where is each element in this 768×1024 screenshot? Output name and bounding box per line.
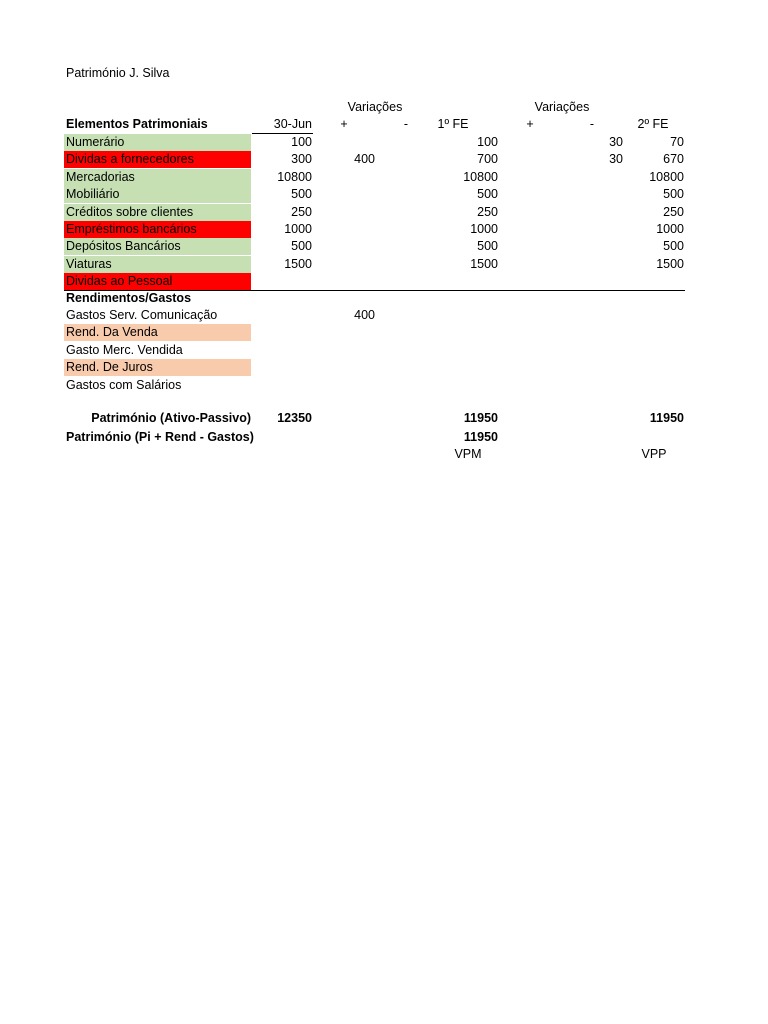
row-fe1-value: 250 bbox=[477, 205, 498, 219]
rendimento-label: Gastos Serv. Comunicação bbox=[66, 308, 218, 322]
vpp-label: VPP bbox=[641, 447, 667, 461]
row-plus1-value bbox=[330, 221, 375, 238]
row-label: Numerário bbox=[64, 134, 251, 151]
row-plus1-value: 400 bbox=[354, 152, 375, 166]
patrimonio-ativo-passivo-label: Património (Ativo-Passivo) bbox=[91, 411, 251, 425]
row-plus1-value bbox=[330, 134, 375, 151]
row-fe1-value: 500 bbox=[477, 187, 498, 201]
row-label: Depósitos Bancários bbox=[64, 238, 251, 255]
row-label: Mercadorias bbox=[64, 169, 251, 186]
row-fe2-value: 10800 bbox=[649, 170, 684, 184]
row-minus2-value bbox=[572, 204, 623, 221]
row-minus2-value: 30 bbox=[609, 135, 623, 149]
row-fe1-value: 100 bbox=[477, 135, 498, 149]
row-jun-value: 500 bbox=[291, 239, 312, 253]
row-plus1-value bbox=[330, 256, 375, 273]
row-fe1-value: 10800 bbox=[463, 170, 498, 184]
row-jun-value: 10800 bbox=[277, 170, 312, 184]
rendimento-plus1-value bbox=[330, 324, 375, 341]
row-jun-value bbox=[252, 273, 312, 290]
plus-header-1: + bbox=[340, 117, 348, 131]
fe2-header: 2º FE bbox=[637, 117, 669, 131]
jun-header: 30-Jun bbox=[273, 117, 312, 131]
row-jun-value: 250 bbox=[291, 205, 312, 219]
rendimento-label: Gasto Merc. Vendida bbox=[66, 343, 183, 357]
row-fe1-value bbox=[438, 273, 498, 290]
variacoes-header-2: Variações bbox=[534, 100, 590, 114]
row-fe1-value: 1500 bbox=[470, 257, 498, 271]
row-fe2-value: 500 bbox=[663, 239, 684, 253]
patrimonio-pi-rend-label: Património (Pi + Rend - Gastos) bbox=[66, 430, 254, 444]
row-label: Empréstimos bancários bbox=[64, 221, 251, 238]
row-jun-value: 1000 bbox=[284, 222, 312, 236]
patrimonio-pi-rend-fe1: 11950 bbox=[463, 430, 498, 444]
variacoes-header-1: Variações bbox=[347, 100, 403, 114]
row-fe2-value: 670 bbox=[663, 152, 684, 166]
rendimento-label: Rend. Da Venda bbox=[64, 324, 251, 341]
row-label: Viaturas bbox=[64, 256, 251, 273]
row-plus1-value bbox=[330, 273, 375, 290]
plus-header-2: + bbox=[526, 117, 534, 131]
row-jun-value: 500 bbox=[291, 187, 312, 201]
patrimonio-ativo-passivo-fe1: 11950 bbox=[463, 411, 498, 425]
row-fe2-value: 500 bbox=[663, 187, 684, 201]
rendimento-plus1-value bbox=[330, 342, 375, 359]
rendimento-plus1-value: 400 bbox=[354, 308, 375, 322]
row-plus1-value bbox=[330, 186, 375, 203]
row-label: Dividas ao Pessoal bbox=[64, 273, 251, 290]
patrimonio-ativo-passivo-fe2: 11950 bbox=[649, 411, 684, 425]
row-fe2-value: 1500 bbox=[656, 257, 684, 271]
row-fe2-value: 250 bbox=[663, 205, 684, 219]
row-fe2-value bbox=[624, 273, 684, 290]
row-fe1-value: 1000 bbox=[470, 222, 498, 236]
row-label: Mobiliário bbox=[64, 186, 251, 203]
patrimonio-ativo-passivo-jun: 12350 bbox=[277, 411, 312, 425]
row-jun-value: 300 bbox=[291, 152, 312, 166]
rendimento-label: Rend. De Juros bbox=[64, 359, 251, 376]
row-jun-value: 100 bbox=[291, 135, 312, 149]
rendimento-plus1-value bbox=[330, 359, 375, 376]
minus-header-2: - bbox=[589, 117, 595, 131]
row-plus1-value bbox=[330, 204, 375, 221]
row-minus2-value bbox=[572, 238, 623, 255]
row-minus2-value bbox=[572, 221, 623, 238]
vpm-label: VPM bbox=[454, 447, 482, 461]
row-fe2-value: 1000 bbox=[656, 222, 684, 236]
row-label: Dividas a fornecedores bbox=[64, 151, 251, 168]
row-fe2-value: 70 bbox=[670, 135, 684, 149]
elementos-header: Elementos Patrimoniais bbox=[66, 117, 208, 131]
row-minus2-value bbox=[572, 273, 623, 290]
row-minus2-value bbox=[572, 186, 623, 203]
row-fe1-value: 500 bbox=[477, 239, 498, 253]
row-plus1-value bbox=[330, 238, 375, 255]
row-jun-value: 1500 bbox=[284, 257, 312, 271]
row-plus1-value bbox=[330, 169, 375, 186]
rendimento-label: Gastos com Salários bbox=[66, 378, 182, 392]
fe1-header: 1º FE bbox=[437, 117, 469, 131]
row-minus2-value bbox=[572, 169, 623, 186]
row-label: Créditos sobre clientes bbox=[64, 204, 251, 221]
sheet-title: Património J. Silva bbox=[66, 66, 170, 80]
rendimentos-header: Rendimentos/Gastos bbox=[66, 291, 192, 305]
minus-header-1: - bbox=[403, 117, 409, 131]
row-minus2-value: 30 bbox=[609, 152, 623, 166]
rendimento-plus1-value bbox=[330, 377, 375, 394]
row-minus2-value bbox=[572, 256, 623, 273]
row-fe1-value: 700 bbox=[477, 152, 498, 166]
